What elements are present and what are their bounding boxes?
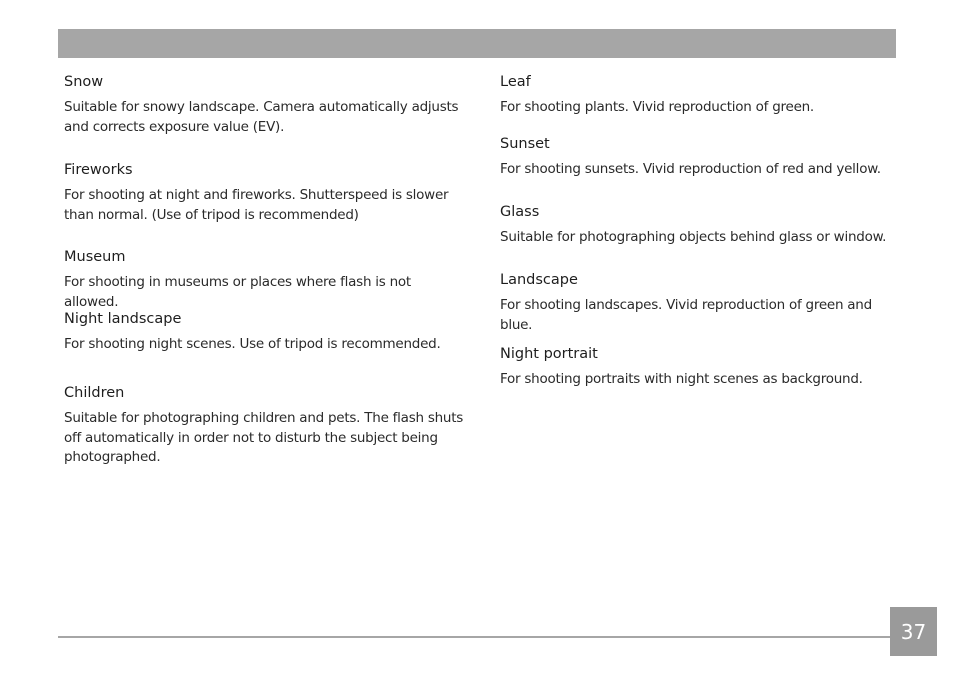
- scene-mode-title: Leaf: [500, 74, 531, 90]
- scene-mode-night-landscape: [64, 310, 464, 355]
- scene-mode-children: [64, 384, 464, 468]
- scene-mode-leaf: [500, 73, 900, 118]
- scene-mode-title: Night landscape: [64, 311, 182, 327]
- scene-mode-title: Museum: [64, 249, 126, 265]
- scene-mode-description: For shooting sunsets. Vivid reproduction of red and yellow.: [500, 161, 881, 177]
- scene-mode-description: For shooting night scenes. Use of tripod is recommended.: [64, 336, 441, 352]
- scene-mode-description: Suitable for snowy landscape. Camera automatically adjusts and corrects exposure value (EV).: [64, 99, 459, 135]
- scene-mode-title: Fireworks: [64, 162, 133, 178]
- scene-mode-title: Children: [64, 385, 125, 401]
- scene-mode-description: For shooting at night and fireworks. Shutterspeed is slower than normal. (Use of tripod is recommended): [64, 187, 449, 223]
- scene-mode-snow: [64, 73, 464, 137]
- scene-mode-title: Night portrait: [500, 346, 598, 362]
- scene-mode-description: For shooting landscapes. Vivid reproduction of green and blue.: [500, 297, 872, 333]
- page-number: 37: [890, 607, 937, 656]
- scene-mode-night-portrait: [500, 345, 900, 390]
- scene-mode-description: For shooting portraits with night scenes as background.: [500, 371, 863, 387]
- scene-mode-description: Suitable for photographing objects behind glass or window.: [500, 229, 887, 245]
- scene-mode-fireworks: [64, 161, 464, 225]
- scene-mode-title: Landscape: [500, 272, 578, 288]
- scene-mode-description: For shooting plants. Vivid reproduction of green.: [500, 99, 814, 115]
- scene-mode-title: Sunset: [500, 136, 550, 152]
- scene-mode-sunset: [500, 135, 900, 180]
- scene-mode-description: For shooting in museums or places where flash is not allowed.: [64, 274, 411, 310]
- header-bar: [58, 29, 896, 58]
- scene-mode-title: Snow: [64, 74, 104, 90]
- footer-divider: [58, 636, 890, 638]
- scene-mode-landscape: [500, 271, 900, 335]
- scene-mode-glass: [500, 203, 900, 248]
- scene-mode-museum: [64, 248, 464, 312]
- scene-mode-description: Suitable for photographing children and pets. The flash shuts off automatically in order not to disturb the subject being photographed.: [64, 410, 464, 465]
- scene-mode-title: Glass: [500, 204, 540, 220]
